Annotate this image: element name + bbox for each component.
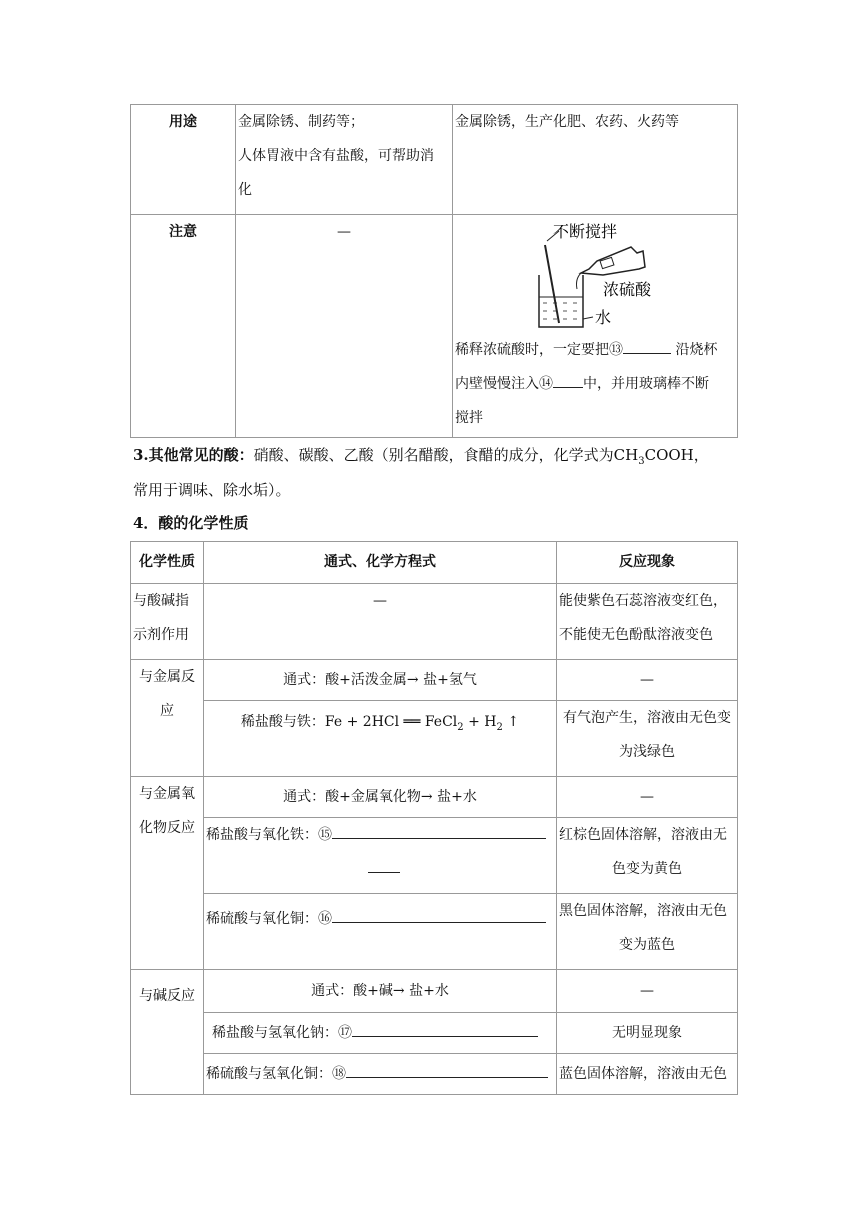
label-oxide: 与金属氧 化物反应 (131, 777, 204, 970)
oxide-general: 通式：酸+金属氧化物→ 盐+水 (204, 777, 557, 818)
indicator-phenomenon: 能使紫色石蕊溶液变红色， 不能使无色酚酞溶液变色 (557, 584, 738, 660)
metal-general-phenomenon: — (557, 660, 738, 701)
hcl-uses-line: 金属除锈、制药等； (238, 114, 364, 130)
base-naoh-phenomenon: 无明显现象 (557, 1013, 738, 1054)
hcl-uses-line: 人体胃液中含有盐酸，可帮助消 (238, 148, 434, 164)
oxide-cuo-equation: 稀硫酸与氧化铜：⑯ (204, 894, 557, 970)
base-general-phenomenon: — (557, 970, 738, 1013)
beaker-diagram (455, 215, 735, 333)
section-4-title: 4．酸的化学性质 (133, 514, 249, 532)
label-metal: 与金属反 应 (131, 660, 204, 777)
acid-properties-table (130, 541, 738, 1095)
hcl-notes-cell: — (236, 215, 453, 438)
oxide-fe2o3-phenomenon: 红棕色固体溶解，溶液由无 色变为黄色 (557, 818, 738, 894)
h2so4-uses-cell: 金属除锈，生产化肥、农药、火药等 (453, 105, 738, 215)
metal-iron-phenomenon: 有气泡产生，溶液由无色变 为浅绿色 (557, 701, 738, 777)
diagram-label-stir: 不断搅拌 (553, 224, 618, 241)
row-label-uses: 用途 (131, 105, 236, 215)
oxide-general-phenomenon: — (557, 777, 738, 818)
section-3-title: 3.其他常见的酸： (133, 446, 254, 464)
blank-15-continued[interactable] (368, 852, 400, 873)
blank-13[interactable] (623, 333, 671, 354)
label-indicator: 与酸碱指 示剂作用 (131, 584, 204, 660)
section-3-line2: 常用于调味、除水垢）。 (133, 481, 291, 499)
hcl-uses-line: 化 (238, 182, 252, 198)
base-naoh-equation: 稀盐酸与氢氧化钠：⑰ (204, 1013, 557, 1054)
dilution-diagram (455, 215, 735, 333)
indicator-equation: — (204, 584, 557, 660)
hcl-uses-cell (236, 105, 453, 215)
oxide-cuo-phenomenon: 黑色固体溶解，溶液由无色 变为蓝色 (557, 894, 738, 970)
base-cuoh-equation: 稀硫酸与氢氧化铜：⑱ (204, 1054, 557, 1095)
acid-uses-table (130, 104, 738, 438)
metal-general: 通式：酸+活泼金属→ 盐+氢气 (204, 660, 557, 701)
diagram-label-acid: 浓硫酸 (603, 282, 652, 299)
section-3-paragraph: 3.其他常见的酸：硝酸、碳酸、乙酸（别名醋酸，食醋的成分，化学式为$CH_3COOH$， (133, 446, 709, 467)
dilution-text-line: 内壁慢慢注入⑭ 中，并用玻璃棒不断 (455, 367, 735, 401)
blank-16[interactable] (332, 902, 546, 923)
blank-17[interactable] (352, 1016, 538, 1037)
label-base: 与碱反应 (131, 970, 204, 1095)
oxide-fe2o3-equation: 稀盐酸与氧化铁：⑮ (204, 818, 557, 894)
blank-18[interactable] (346, 1057, 548, 1078)
row-label-notes: 注意 (131, 215, 236, 438)
dilution-text-line: 搅拌 (455, 410, 483, 426)
diagram-label-water: 水 (595, 310, 612, 327)
header-equation: 通式、化学方程式 (204, 542, 557, 584)
metal-iron-equation: 稀盐酸与铁：Fe + 2HCl ══ FeCl$_2$ + $H_2$ ↑ (204, 701, 557, 777)
h2so4-notes-cell (453, 215, 738, 438)
header-phenomenon: 反应现象 (557, 542, 738, 584)
header-property: 化学性质 (131, 542, 204, 584)
blank-14[interactable] (553, 367, 583, 388)
base-general: 通式：酸+碱→ 盐+水 (204, 970, 557, 1013)
dilution-text-line: 稀释浓硫酸时，一定要把⑬ 沿烧杯 (455, 333, 735, 367)
base-cuoh-phenomenon: 蓝色固体溶解，溶液由无色 (557, 1054, 738, 1095)
blank-15[interactable] (332, 818, 546, 839)
